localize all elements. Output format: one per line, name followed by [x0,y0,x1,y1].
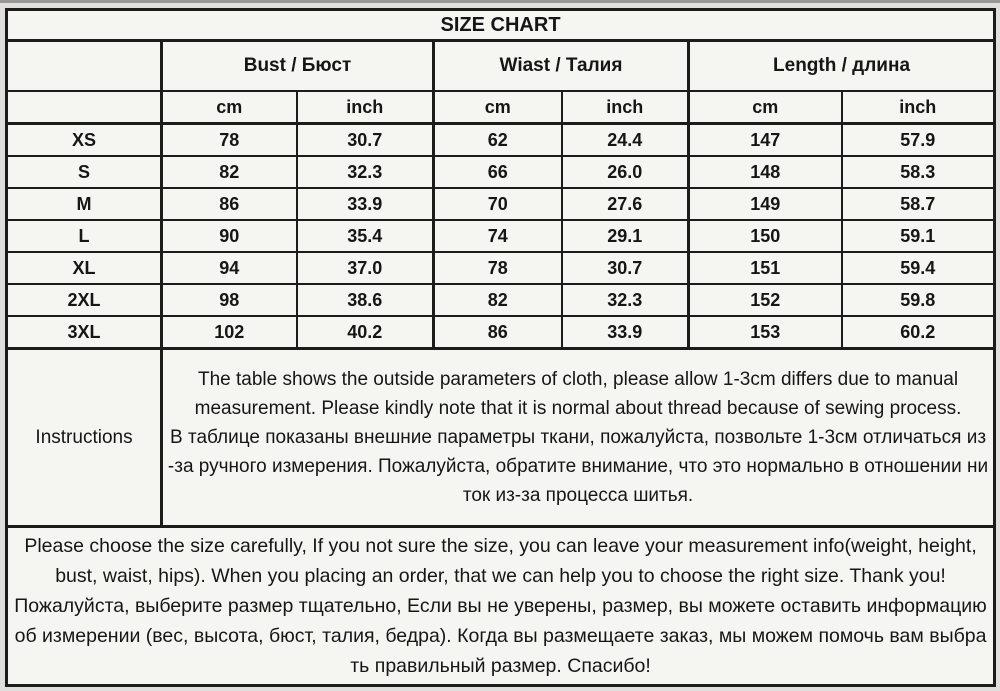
value-cell: 148 [689,156,842,188]
size-label: L [7,220,162,252]
instructions-text-en: The table shows the outside parameters of cloth, please allow 1-3cm differs due to manual measurement. Please kindly note that it is normal about thread because of sewing process. [194,369,962,419]
value-cell: 33.9 [297,188,434,220]
page-top-edge [0,0,1000,3]
unit-header: cm [162,91,297,124]
footer-body [7,527,995,686]
value-cell: 30.7 [297,124,434,157]
value-cell: 58.3 [842,156,995,188]
column-group-length: Length / длина [689,41,995,92]
instructions-label: Instructions [7,349,162,527]
value-cell: 66 [434,156,562,188]
instructions-text-ru: В таблице показаны внешние параметры ткани, пожалуйста, позвольте 1-3см отличаться из-за ручного измерения. Пожалуйста, обратите внимание, что это нормально в отношении ниток из-за процесса шитья. [167,427,989,506]
table-row [7,124,995,157]
size-label: S [7,156,162,188]
value-cell: 86 [434,316,562,349]
footer-text-en: Please choose the size carefully, If you not sure the size, you can leave your measurement info(weight, height, bust, waist, hips). When you placing an order, that we can help you to choose the right size. Thank you! [24,535,977,587]
value-cell: 38.6 [297,284,434,316]
value-cell: 57.9 [842,124,995,157]
value-cell: 153 [689,316,842,349]
size-label: M [7,188,162,220]
value-cell: 149 [689,188,842,220]
value-cell: 94 [162,252,297,284]
corner-cell [7,41,162,92]
value-cell: 40.2 [297,316,434,349]
value-cell: 78 [162,124,297,157]
value-cell: 98 [162,284,297,316]
value-cell: 29.1 [562,220,689,252]
value-cell: 32.3 [562,284,689,316]
unit-header: cm [689,91,842,124]
value-cell: 59.4 [842,252,995,284]
size-label: XL [7,252,162,284]
footer-row [7,527,995,686]
table-row [7,220,995,252]
table-row [7,316,995,349]
value-cell: 82 [162,156,297,188]
value-cell: 26.0 [562,156,689,188]
value-cell: 35.4 [297,220,434,252]
value-cell: 60.2 [842,316,995,349]
value-cell: 59.1 [842,220,995,252]
value-cell: 70 [434,188,562,220]
unit-header: inch [562,91,689,124]
value-cell: 152 [689,284,842,316]
value-cell: 86 [162,188,297,220]
page-title: SIZE CHART [7,10,995,41]
value-cell: 24.4 [562,124,689,157]
value-cell: 32.3 [297,156,434,188]
size-label: XS [7,124,162,157]
value-cell: 74 [434,220,562,252]
value-cell: 150 [689,220,842,252]
unit-header: inch [842,91,995,124]
value-cell: 33.9 [562,316,689,349]
value-cell: 62 [434,124,562,157]
column-group-row [7,41,995,92]
table-row [7,252,995,284]
units-row [7,91,995,124]
value-cell: 30.7 [562,252,689,284]
value-cell: 59.8 [842,284,995,316]
unit-header: inch [297,91,434,124]
value-cell: 151 [689,252,842,284]
value-cell: 58.7 [842,188,995,220]
instructions-body [162,349,995,527]
column-group-waist: Wiast / Талия [434,41,689,92]
value-cell: 82 [434,284,562,316]
size-chart-table [5,8,996,687]
unit-header: cm [434,91,562,124]
value-cell: 90 [162,220,297,252]
instructions-row [7,349,995,527]
column-group-bust: Bust / Бюст [162,41,434,92]
footer-text-ru: Пожалуйста, выберите размер тщательно, Если вы не уверены, размер, вы можете оставить информацию об измерении (вес, высота, бюст, талия, бедра). Когда вы размещаете заказ, мы можем помочь вам выбрать правильный размер. Спасибо! [14,595,987,677]
corner-cell [7,91,162,124]
value-cell: 102 [162,316,297,349]
value-cell: 27.6 [562,188,689,220]
table-row [7,156,995,188]
title-row [7,10,995,41]
size-label: 2XL [7,284,162,316]
table-row [7,188,995,220]
size-label: 3XL [7,316,162,349]
value-cell: 78 [434,252,562,284]
value-cell: 37.0 [297,252,434,284]
table-row [7,284,995,316]
value-cell: 147 [689,124,842,157]
